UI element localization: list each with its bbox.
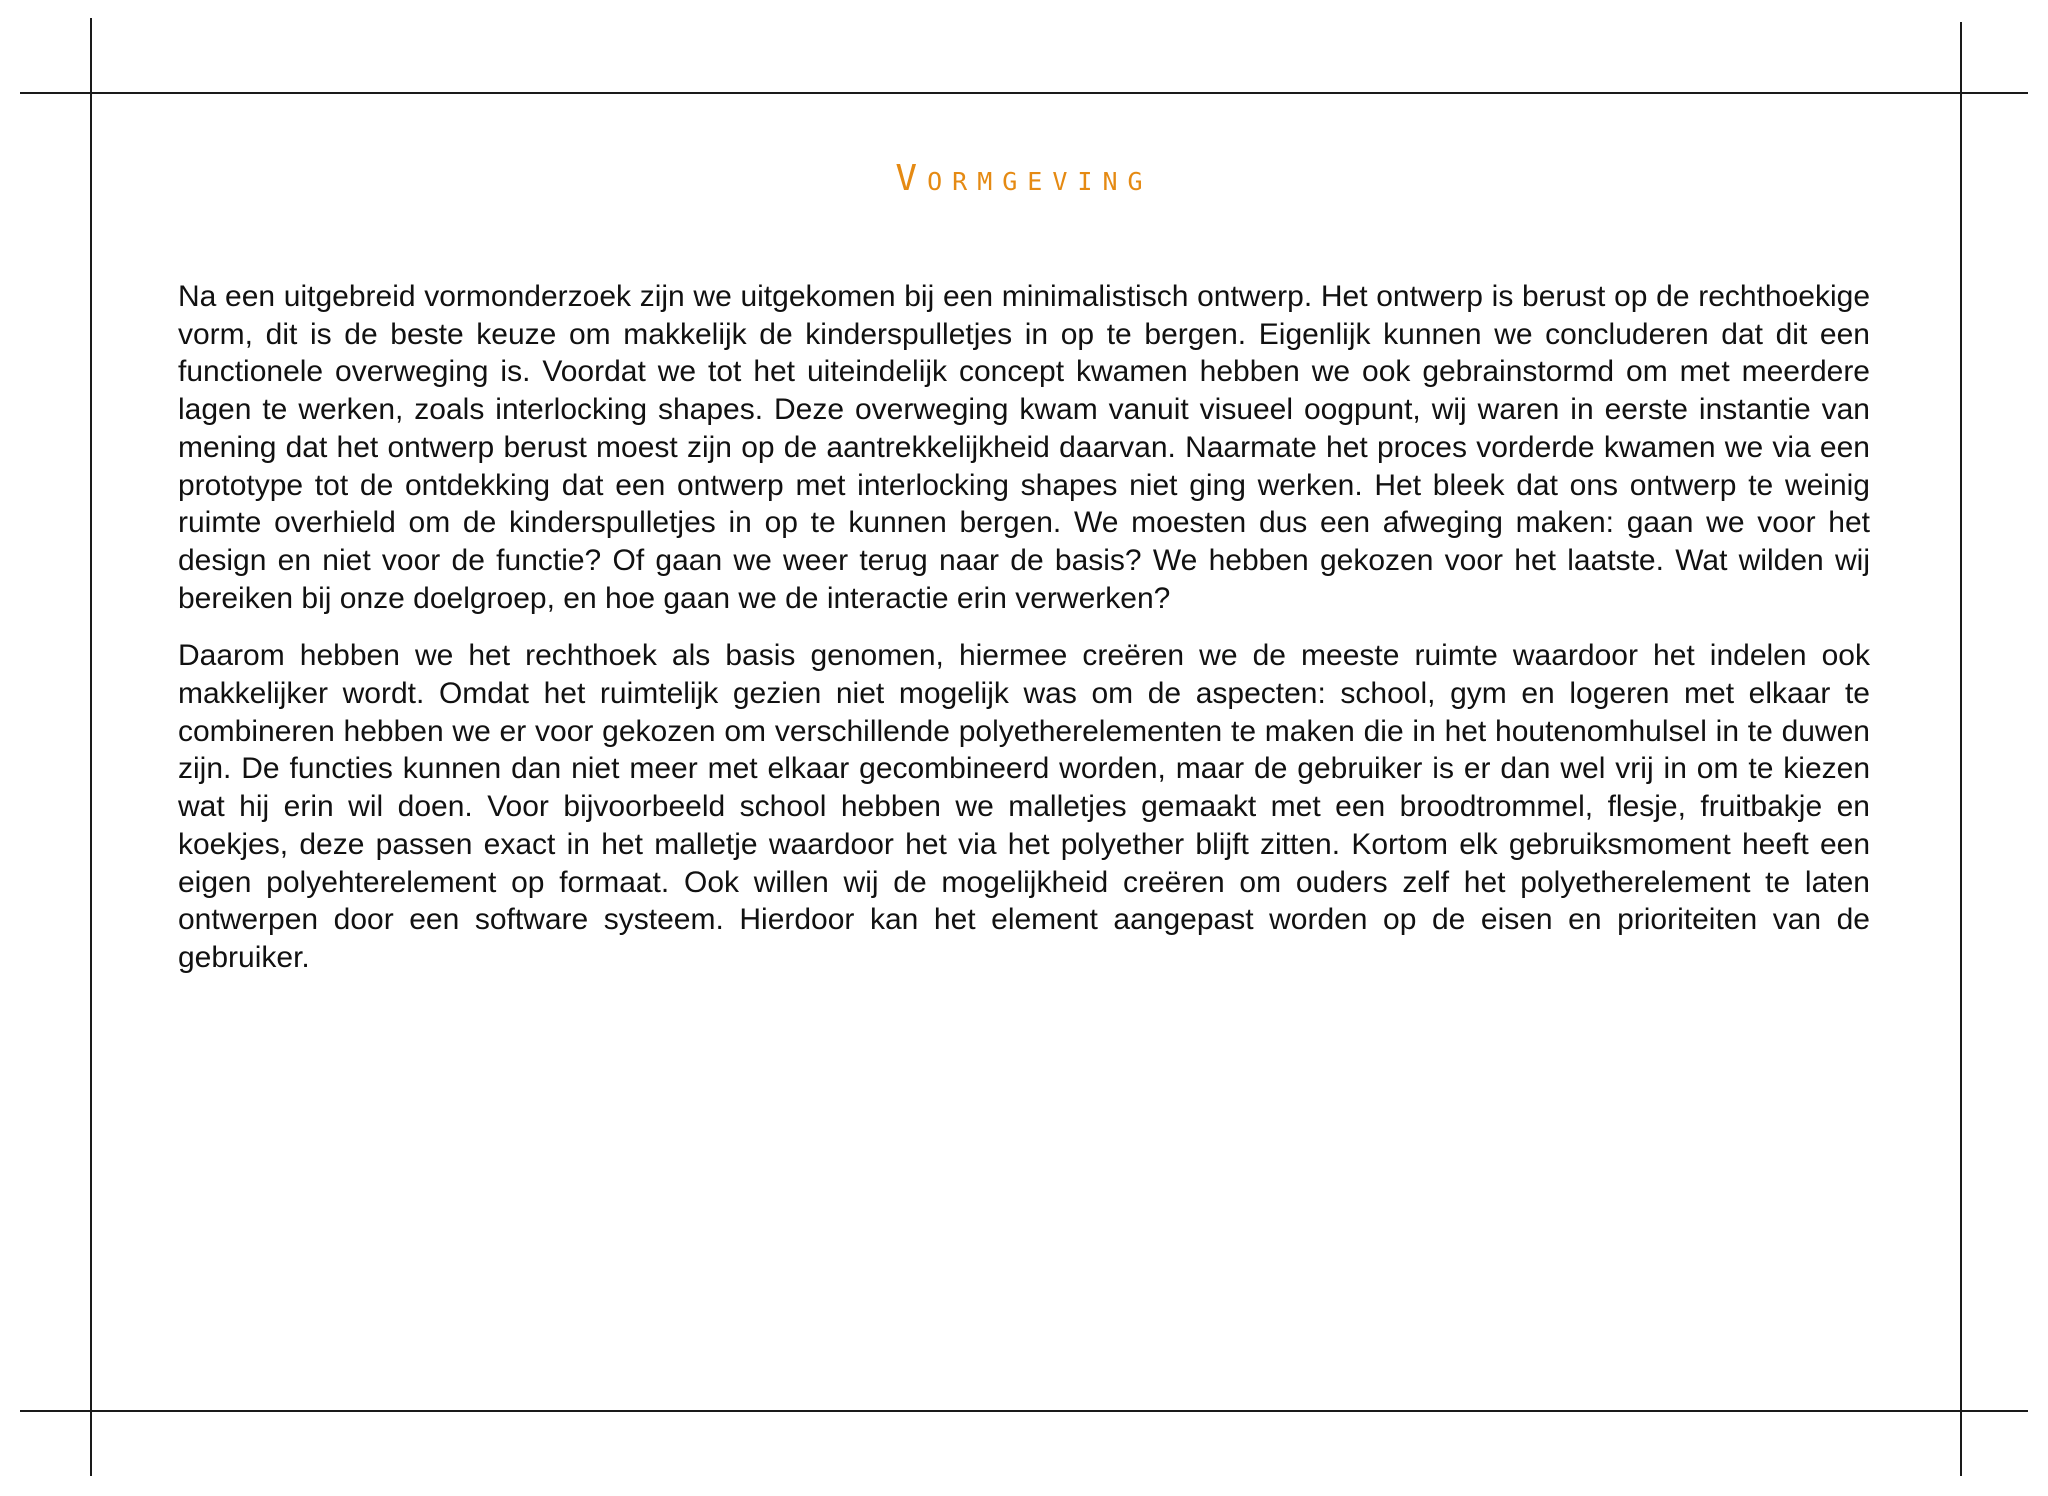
page-title: Vormgeving [895, 158, 1153, 199]
crop-mark-right [1960, 22, 1962, 1476]
body-text [178, 278, 1870, 997]
paragraph-1: Na een uitgebreid vormonderzoek zijn we uitgekomen bij een minimalistisch ontwerp. Het ontwerp is berust op de rechthoekige vorm, dit is de beste keuze om makkelijk de kinderspulletjes in op te bergen. Eigenlijk kunnen we concluderen dat dit een functionele overweging is. Voordat we tot het uiteindelijk concept kwamen hebben we ook gebrainstormd om met meerdere lagen te werken, zoals interlocking shapes. Deze overweging kwam vanuit visueel oogpunt, wij waren in eerste instantie van mening dat het ontwerp berust moest zijn op de aantrekkelijkheid daarvan. Naarmate het proces vorderde kwamen we via een prototype tot de ontdekking dat een ontwerp met interlocking shapes niet ging werken. Het bleek dat ons ontwerp te weinig ruimte overhield om de kinderspulletjes in op te kunnen bergen. We moesten dus een afweging maken: gaan we voor het design en niet voor de functie? Of gaan we weer terug naar de basis? We hebben gekozen voor het laatste. Wat wilden wij bereiken bij onze doelgroep, en hoe gaan we de interactie erin verwerken? [178, 280, 1870, 615]
crop-mark-top [20, 92, 2028, 94]
crop-mark-bottom [20, 1410, 2028, 1412]
crop-mark-left [90, 18, 92, 1476]
paragraph-2: Daarom hebben we het rechthoek als basis genomen, hiermee creëren we de meeste ruimte waardoor het indelen ook makkelijker wordt. Omdat het ruimtelijk gezien niet mogelijk was om de aspecten: school, gym en logeren met elkaar te combineren hebben we er voor gekozen om verschillende polyetherelementen te maken die in het houtenomhulsel in te duwen zijn. De functies kunnen dan niet meer met elkaar gecombineerd worden, maar de gebruiker is er dan wel vrij in om te kiezen wat hij erin wil doen. Voor bijvoorbeeld school hebben we malletjes gemaakt met een broodtrommel, flesje, fruitbakje en koekjes, deze passen exact in het malletje waardoor het via het polyether blijft zitten. Kortom elk gebruiksmoment heeft een eigen polyehterelement op formaat. Ook willen wij de mogelijkheid creëren om ouders zelf het polyetherelement te laten ontwerpen door een software systeem. Hierdoor kan het element aangepast worden op de eisen en prioriteiten van de gebruiker. [178, 639, 1870, 974]
